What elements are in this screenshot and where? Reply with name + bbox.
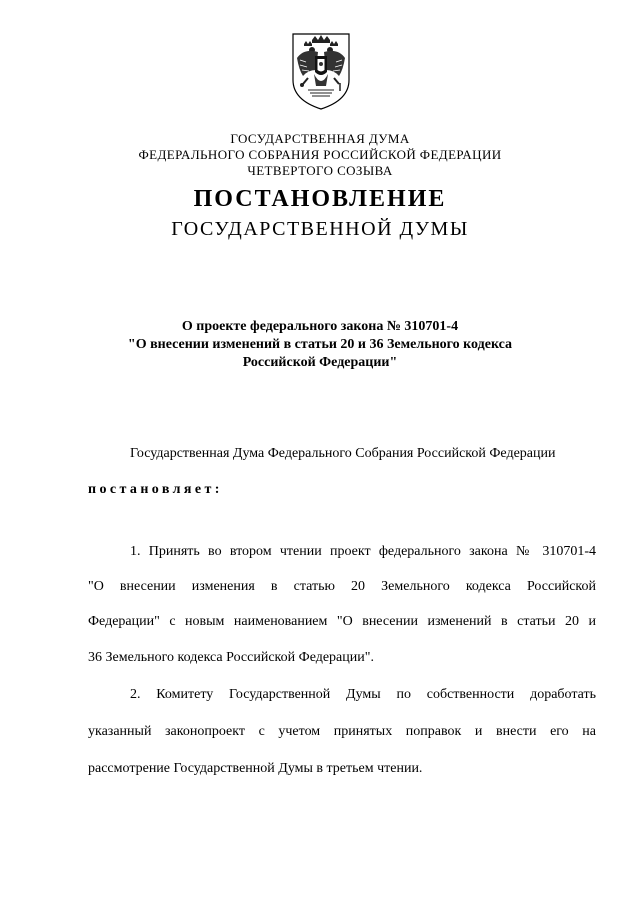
subject-line3: Российской Федерации" (242, 355, 398, 370)
org-name-line3: ЧЕТВЕРТОГО СОЗЫВА (247, 163, 393, 178)
item2-line3: рассмотрение Государственной Думы в третьем чтении. (88, 761, 423, 776)
intro-text: Государственная Дума Федерального Собрания Российской Федерации (130, 446, 556, 461)
item2-line2: указанный законопроект с учетом принятых поправок и внести его на (88, 724, 596, 739)
item2-line1: 2. Комитету Государственной Думы по собственности доработать (130, 687, 596, 702)
item1-line3: Федерации" с новым наименованием "О внесении изменений в статьи 20 и (88, 614, 596, 629)
subject-line2: "О внесении изменений в статьи 20 и 36 Земельного кодекса (127, 337, 513, 352)
decrees-word: постановляет: (88, 482, 223, 497)
russian-coat-of-arms-icon (290, 28, 352, 112)
item1-line1: 1. Принять во втором чтении проект федерального закона № 310701-4 (130, 544, 596, 559)
document-subtitle: ГОСУДАРСТВЕННОЙ ДУМЫ (171, 218, 469, 240)
org-name-line1: ГОСУДАРСТВЕННАЯ ДУМА (230, 131, 410, 146)
item1-line4: 36 Земельного кодекса Российской Федерации". (88, 650, 374, 665)
org-name-line2: ФЕДЕРАЛЬНОГО СОБРАНИЯ РОССИЙСКОЙ ФЕДЕРАЦИИ (138, 147, 502, 162)
coat-of-arms-emblem (290, 28, 352, 112)
item1-line2: "О внесении изменения в статью 20 Земельного кодекса Российской (88, 579, 596, 594)
document-type-title: ПОСТАНОВЛЕНИЕ (193, 186, 447, 212)
subject-line1: О проекте федерального закона № 310701-4 (181, 319, 459, 334)
